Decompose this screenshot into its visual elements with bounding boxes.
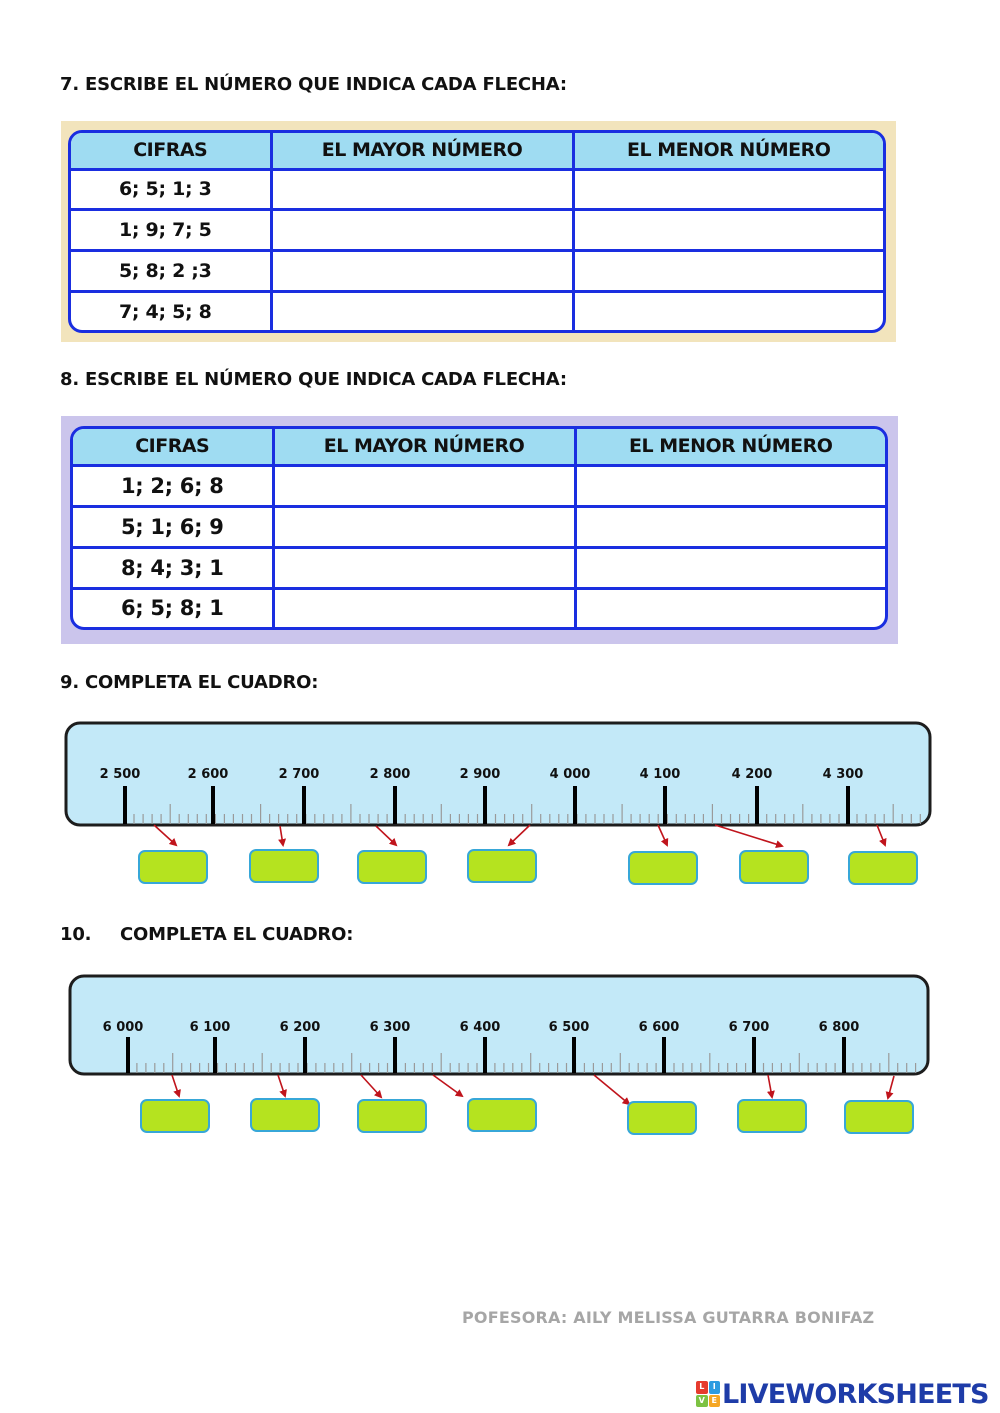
section8-heading: 8. ESCRIBE EL NÚMERO QUE INDICA CADA FLECHA:	[60, 369, 567, 390]
pointer-arrow	[376, 826, 396, 845]
answer-input[interactable]	[469, 1100, 535, 1130]
answer-input[interactable]	[251, 851, 317, 881]
pointer-arrow	[509, 825, 530, 845]
section9-heading: 9. COMPLETA EL CUADRO:	[60, 672, 319, 693]
answer-box[interactable]	[467, 849, 537, 883]
header-mayor: EL MAYOR NÚMERO	[271, 133, 573, 169]
pointer-arrow	[280, 826, 283, 845]
answer-input[interactable]	[741, 852, 807, 882]
answer-box[interactable]	[739, 850, 809, 884]
answer-input[interactable]	[469, 851, 535, 881]
tick-label: 4 000	[549, 767, 591, 782]
answer-box[interactable]	[357, 850, 427, 884]
tick-label: 4 200	[731, 767, 773, 782]
section7-heading: 7. ESCRIBE EL NÚMERO QUE INDICA CADA FLECHA:	[60, 74, 567, 95]
answer-box[interactable]	[467, 1098, 537, 1132]
cifras-cell: 1; 9; 7; 5	[71, 210, 271, 251]
section10-number: 10.	[60, 924, 92, 945]
tick-label: 2 700	[278, 767, 320, 782]
answer-input[interactable]	[252, 1100, 318, 1130]
pointer-arrow	[768, 1075, 772, 1097]
tick-label: 4 300	[822, 767, 864, 782]
pointer-arrow	[877, 825, 885, 845]
tick-label: 6 500	[548, 1020, 590, 1035]
answer-box[interactable]	[628, 851, 698, 885]
pointer-arrow	[361, 1075, 381, 1097]
answer-box[interactable]	[357, 1099, 427, 1133]
tick-label: 6 300	[369, 1020, 411, 1035]
cifras-cell: 8; 4; 3; 1	[73, 547, 273, 588]
tick-label: 6 700	[728, 1020, 770, 1035]
answer-input[interactable]	[629, 1103, 695, 1133]
pointer-arrow	[433, 1075, 462, 1096]
tick-label: 6 800	[818, 1020, 860, 1035]
header-cifras: CIFRAS	[71, 133, 271, 169]
answer-input[interactable]	[140, 852, 206, 882]
pointer-arrow	[278, 1075, 285, 1096]
answer-box[interactable]	[138, 850, 208, 884]
tick-label: 2 500	[99, 767, 141, 782]
answer-input[interactable]	[359, 1101, 425, 1131]
tick-label: 4 100	[639, 767, 681, 782]
tick-label: 6 600	[638, 1020, 680, 1035]
cifras-cell: 6; 5; 1; 3	[71, 169, 271, 210]
liveworksheets-logo-icon: L I V E	[696, 1381, 720, 1407]
answer-box[interactable]	[140, 1099, 210, 1133]
tick-label: 2 900	[459, 767, 501, 782]
cifras-cell: 6; 5; 8; 1	[73, 588, 273, 627]
tick-label: 6 100	[189, 1020, 231, 1035]
answer-input[interactable]	[142, 1101, 208, 1131]
pointer-arrow	[715, 825, 782, 846]
answer-box[interactable]	[737, 1099, 807, 1133]
header-menor: EL MENOR NÚMERO	[573, 133, 883, 169]
cifras-cell: 5; 1; 6; 9	[73, 506, 273, 547]
answer-input[interactable]	[846, 1102, 912, 1132]
section10-ruler	[70, 976, 928, 1104]
pointer-arrow	[154, 825, 176, 845]
answer-box[interactable]	[250, 1098, 320, 1132]
header-mayor: EL MAYOR NÚMERO	[273, 429, 575, 465]
answer-input[interactable]	[359, 852, 425, 882]
tick-label: 6 200	[279, 1020, 321, 1035]
answer-box[interactable]	[844, 1100, 914, 1134]
tick-label: 2 600	[187, 767, 229, 782]
section10-title: COMPLETA EL CUADRO:	[120, 924, 354, 945]
cifras-cell: 1; 2; 6; 8	[73, 465, 273, 506]
answer-box[interactable]	[627, 1101, 697, 1135]
tick-label: 6 400	[459, 1020, 501, 1035]
pointer-arrow	[888, 1076, 894, 1098]
tick-label: 6 000	[102, 1020, 144, 1035]
pointer-arrow	[594, 1075, 629, 1104]
answer-input[interactable]	[739, 1101, 805, 1131]
cifras-cell: 7; 4; 5; 8	[71, 292, 271, 330]
liveworksheets-wordmark: LIVEWORKSHEETS	[722, 1378, 989, 1410]
pointer-arrow	[658, 825, 667, 845]
section9-ruler	[66, 723, 930, 846]
teacher-name: POFESORA: AILY MELISSA GUTARRA BONIFAZ	[462, 1308, 875, 1327]
answer-input[interactable]	[850, 853, 916, 883]
cifras-cell: 5; 8; 2 ;3	[71, 251, 271, 292]
pointer-arrow	[172, 1075, 179, 1096]
answer-box[interactable]	[848, 851, 918, 885]
header-menor: EL MENOR NÚMERO	[575, 429, 885, 465]
answer-box[interactable]	[249, 849, 319, 883]
liveworksheets-brand	[696, 1378, 989, 1410]
tick-label: 2 800	[369, 767, 411, 782]
answer-input[interactable]	[630, 853, 696, 883]
header-cifras: CIFRAS	[73, 429, 273, 465]
